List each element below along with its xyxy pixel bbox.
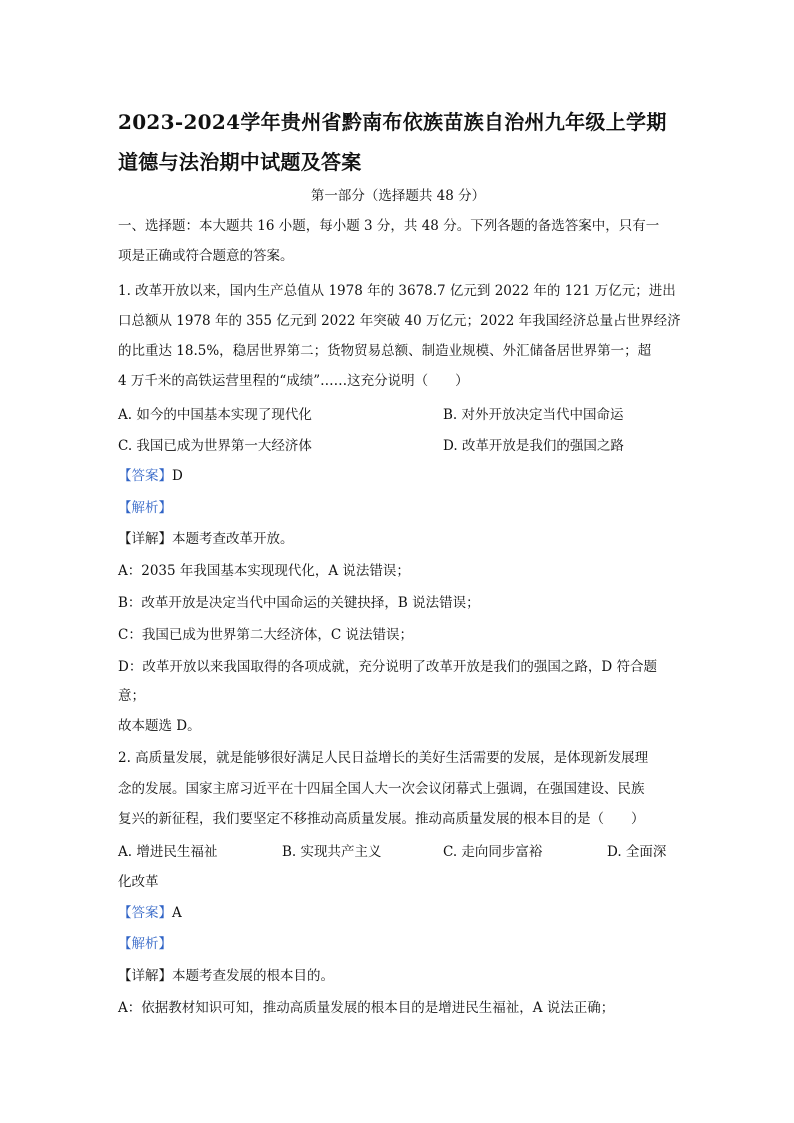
analysis-label: 【解析】 xyxy=(118,936,172,952)
q2-stem-line-3: 复兴的新征程，我们要坚定不移推动高质量发展。推动高质量发展的根本目的是（ ） xyxy=(118,811,645,827)
q1-stem-line-3: 的比重达 18.5%，稳居世界第二；货物贸易总额、制造业规模、外汇储备居世界第一；超 xyxy=(118,343,652,359)
section-intro-line-2: 项是正确或符合题意的答案。 xyxy=(118,248,294,264)
q1-option-d: D. 改革开放是我们的强国之路 xyxy=(443,438,624,454)
q1-explain-b: B：改革开放是决定当代中国命运的关键抉择，B 说法错误； xyxy=(118,595,480,611)
document-title-line-2: 道德与法治期中试题及答案 xyxy=(118,150,362,174)
q1-explain-a: A：2035 年我国基本实现现代化，A 说法错误； xyxy=(118,563,410,579)
q2-option-d-cont: 化改革 xyxy=(118,874,159,890)
q1-stem-line-4: 4 万千米的高铁运营里程的“成绩”……这充分说明（ ） xyxy=(118,373,469,389)
q2-option-a: A. 增进民生福祉 xyxy=(118,844,218,860)
q2-option-b: B. 实现共产主义 xyxy=(282,844,382,860)
q1-option-b: B. 对外开放决定当代中国命运 xyxy=(443,407,624,423)
q2-answer xyxy=(118,903,678,923)
q2-option-c: C. 走向同步富裕 xyxy=(443,844,543,860)
q1-explain-d-cont: 意； xyxy=(118,688,145,704)
q1-explain-d: D：改革开放以来我国取得的各项成就，充分说明了改革开放是我们的强国之路，D 符合题 xyxy=(118,659,657,675)
q2-detail-text: 本题考查发展的根本目的。 xyxy=(172,968,334,984)
q1-option-a: A. 如今的中国基本实现了现代化 xyxy=(118,407,312,423)
q2-answer-value: A xyxy=(172,905,182,921)
document-title-line-1: 2023-2024学年贵州省黔南布依族苗族自治州九年级上学期 xyxy=(118,110,667,134)
q1-conclusion: 故本题选 D。 xyxy=(118,718,201,734)
q1-detail xyxy=(118,529,678,549)
q2-stem-line-2: 念的发展。国家主席习近平在十四届全国人大一次会议闭幕式上强调，在强国建设、民族 xyxy=(118,781,645,797)
q1-option-c: C. 我国已成为世界第一大经济体 xyxy=(118,438,312,454)
q1-stem-line-2: 口总额从 1978 年的 355 亿元到 2022 年突破 40 万亿元；2022 年我国经济总量占世界经济 xyxy=(118,313,681,329)
q1-explain-c: C：我国已成为世界第二大经济体，C 说法错误； xyxy=(118,627,413,643)
q1-stem-line-1: 1. 改革开放以来，国内生产总值从 1978 年的 3678.7 亿元到 2022 年的 121 万亿元；进出 xyxy=(118,283,676,299)
analysis-label: 【解析】 xyxy=(118,500,172,516)
detail-label: 【详解】 xyxy=(118,531,172,547)
q2-explain-a: A：依据教材知识可知，推动高质量发展的根本目的是增进民生福祉，A 说法正确； xyxy=(118,1000,615,1016)
q1-analysis xyxy=(118,498,678,518)
q2-stem-line-1: 2. 高质量发展，就是能够很好满足人民日益增长的美好生活需要的发展，是体现新发展理 xyxy=(118,750,649,766)
answer-label: 【答案】 xyxy=(118,905,172,921)
section-intro-line-1: 一、选择题：本大题共 16 小题，每小题 3 分，共 48 分。下列各题的备选答案中，只有一 xyxy=(118,218,660,234)
q1-answer xyxy=(118,466,678,486)
q2-option-d: D. 全面深 xyxy=(607,844,667,860)
answer-label: 【答案】 xyxy=(118,468,172,484)
detail-label: 【详解】 xyxy=(118,968,172,984)
q2-analysis xyxy=(118,934,678,954)
q1-detail-text: 本题考查改革开放。 xyxy=(172,531,294,547)
q2-detail xyxy=(118,966,678,986)
part-one-heading: 第一部分（选择题共 48 分） xyxy=(310,188,486,204)
q1-answer-value: D xyxy=(172,468,183,484)
